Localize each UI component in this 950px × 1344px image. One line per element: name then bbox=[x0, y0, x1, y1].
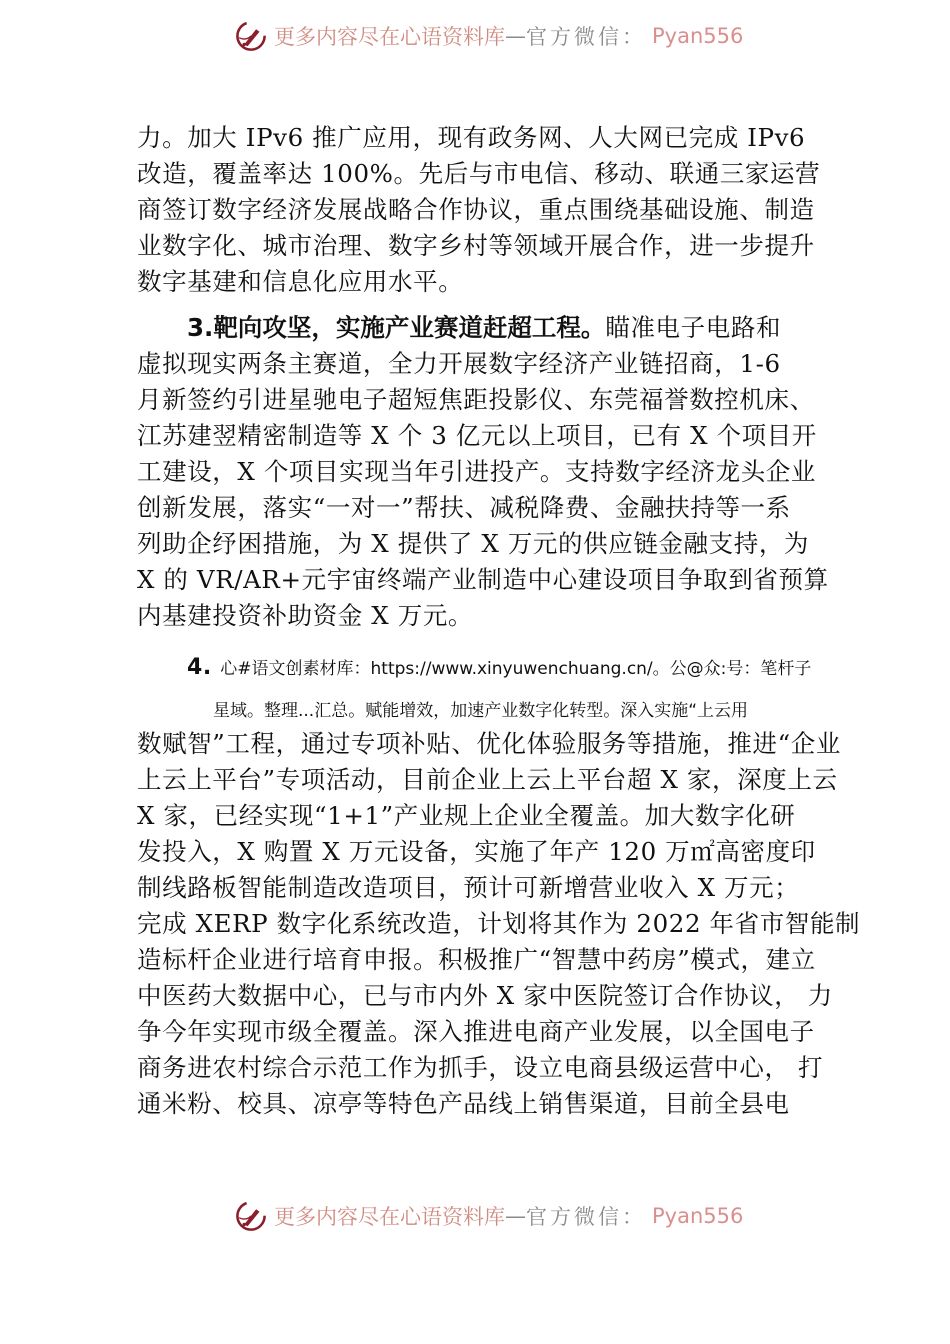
watermark-dash: — bbox=[505, 24, 526, 48]
watermark-main-text: 更多内容尽在心语资料库 bbox=[274, 25, 505, 49]
section-3-heading: 靶向攻坚，实施产业赛道赶超工程。 bbox=[213, 313, 606, 342]
paragraph-line: 创新发展，落实“一对一”帮扶、减税降费、金融扶持等一系 bbox=[137, 493, 791, 522]
inserted-promo-line-2-row bbox=[213, 692, 748, 724]
paragraph-line: 月新签约引进星驰电子超短焦距投影仪、东莞福誉数控机床、 bbox=[137, 385, 815, 414]
paragraph-line: 造标杆企业进行培育申报。积极推广“智慧中药房”模式，建立 bbox=[137, 945, 816, 974]
paragraph-line: X 的 VR/AR+元宇宙终端产业制造中心建设项目争取到省预算 bbox=[137, 565, 829, 594]
section-3-first-line-rest: 瞄准电子电路和 bbox=[605, 313, 782, 342]
header-watermark bbox=[234, 16, 743, 56]
watermark-label: 官方微信： bbox=[526, 1205, 646, 1229]
quill-pen-logo-icon bbox=[234, 19, 268, 53]
section-4-number: 4. bbox=[187, 655, 212, 680]
paragraph-line: 完成 XERP 数字化系统改造，计划将其作为 2022 年省市智能制 bbox=[137, 909, 861, 938]
paragraph-line: 虚拟现实两条主赛道，全力开展数字经济产业链招商，1-6 bbox=[137, 349, 781, 378]
watermark-label: 官方微信： bbox=[526, 25, 646, 49]
paragraph-line: X 家，已经实现“1+1”产业规上企业全覆盖。加大数字化研 bbox=[137, 801, 796, 830]
paragraph-line: 业数字化、城市治理、数字乡村等领域开展合作，进一步提升 bbox=[137, 231, 815, 260]
watermark-dash: — bbox=[505, 1204, 526, 1228]
paragraph-line: 数字基建和信息化应用水平。 bbox=[137, 267, 464, 296]
paragraph-line: 江苏建翌精密制造等 X 个 3 亿元以上项目，已有 X 个项目开 bbox=[137, 421, 817, 450]
paragraph-line: 通米粉、校具、凉亭等特色产品线上销售渠道，目前全县电 bbox=[137, 1089, 790, 1118]
paragraph-line: 数赋智”工程，通过专项补贴、优化体验服务等措施，推进“企业 bbox=[137, 729, 841, 758]
section-4-first-line bbox=[187, 650, 811, 682]
section-3-number: 3. bbox=[187, 313, 214, 342]
paragraph-line: 工建设，X 个项目实现当年引进投产。支持数字经济龙头企业 bbox=[137, 457, 817, 486]
watermark-main-text: 更多内容尽在心语资料库 bbox=[274, 1205, 505, 1229]
quill-pen-logo-icon bbox=[234, 1199, 268, 1233]
paragraph-line: 上云上平台”专项活动，目前企业上云上平台超 X 家，深度上云 bbox=[137, 765, 838, 794]
paragraph-line: 发投入，X 购置 X 万元设备，实施了年产 120 万㎡高密度印 bbox=[137, 837, 816, 866]
paragraph-line: 力。加大 IPv6 推广应用，现有政务网、人大网已完成 IPv6 bbox=[137, 123, 806, 152]
paragraph-line: 商务进农村综合示范工作为抓手，设立电商县级运营中心， 打 bbox=[137, 1053, 824, 1082]
inserted-promo-line-1: 心#语文创素材库：https://www.xinyuwenchuang.cn/。公@众:号：笔杆子 bbox=[220, 659, 812, 679]
paragraph-line: 制线路板智能制造改造项目，预计可新增营业收入 X 万元； bbox=[137, 873, 800, 902]
watermark-wechat-id: Pyan556 bbox=[652, 24, 744, 48]
paragraph-line: 中医药大数据中心，已与市内外 X 家中医院签订合作协议， 力 bbox=[137, 981, 833, 1010]
section-3-first-line bbox=[187, 310, 781, 346]
paragraph-line: 内基建投资补助资金 X 万元。 bbox=[137, 601, 474, 630]
paragraph-line: 争今年实现市级全覆盖。深入推进电商产业发展，以全国电子 bbox=[137, 1017, 815, 1046]
paragraph-line: 列助企纾困措施，为 X 提供了 X 万元的供应链金融支持，为 bbox=[137, 529, 810, 558]
watermark-wechat-id: Pyan556 bbox=[652, 1204, 744, 1228]
footer-watermark bbox=[234, 1196, 743, 1236]
paragraph-line: 商签订数字经济发展战略合作协议，重点围绕基础设施、制造 bbox=[137, 195, 815, 224]
inserted-promo-line-2: 星域。整理...汇总。赋能增效，加速产业数字化转型。深入实施“上云用 bbox=[213, 701, 749, 721]
paragraph-line: 改造，覆盖率达 100%。先后与市电信、移动、联通三家运营 bbox=[137, 159, 821, 188]
